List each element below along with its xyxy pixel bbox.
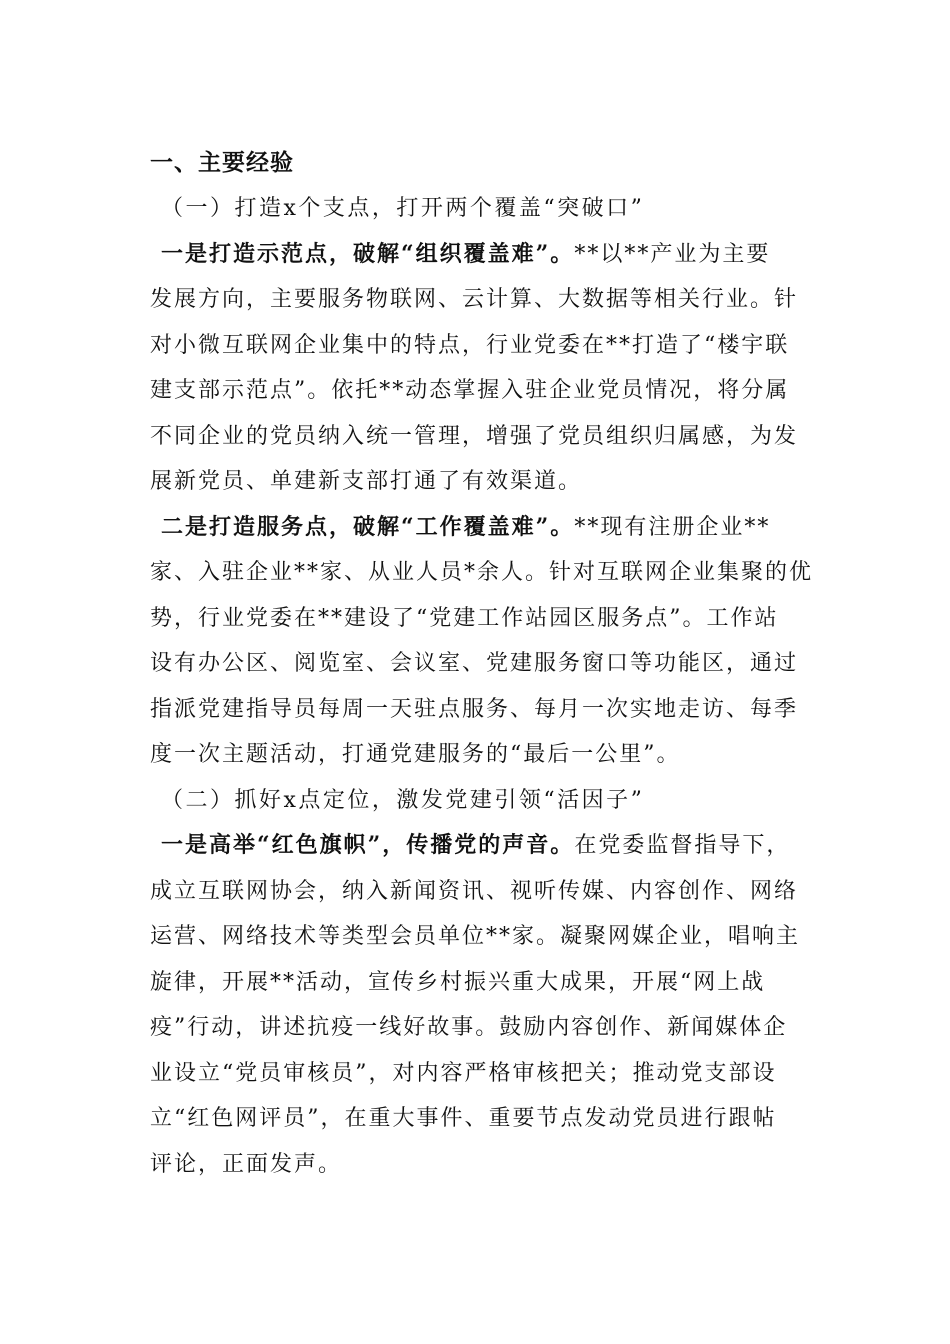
subsection-title-2: （二）抓好x点定位，激发党建引领“活因子” (161, 787, 645, 813)
paragraph-3-line-1 (150, 823, 830, 869)
paragraph-3-line: 评论，正面发声。 (150, 1151, 343, 1177)
paragraph-1-line: 建支部示范点”。依托**动态掌握入驻企业党员情况，将分属 (150, 378, 790, 403)
paragraph-2-first-rest: **现有注册企业** (574, 514, 771, 540)
paragraph-2-line: 设有办公区、阅览室、会议室、党建服务窗口等功能区，通过 (150, 651, 799, 676)
paragraph-2-line: 指派党建指导员每周一天驻点服务、每月一次实地走访、每季 (150, 696, 799, 722)
document-body (150, 140, 830, 1187)
paragraph-2-line: 度一次主题活动，打通党建服务的“最后一公里”。 (150, 742, 681, 767)
paragraph-1-line: 对小微互联网企业集中的特点，行业党委在**打造了“楼宇联 (150, 332, 790, 358)
paragraph-3-line: 成立互联网协会，纳入新闻资讯、视听传媒、内容创作、网络 (150, 878, 799, 904)
paragraph-2-lead: 二是打造服务点，破解“工作覆盖难”。 (161, 513, 575, 540)
section-title: 一、主要经验 (150, 150, 294, 176)
paragraph-3-first-rest: 在党委监督指导下， (574, 833, 791, 858)
paragraph-2-line-1 (150, 505, 830, 551)
paragraph-1-lead: 一是打造示范点，破解“组织覆盖难”。 (161, 240, 575, 267)
paragraph-1-line: 不同企业的党员纳入统一管理，增强了党员组织归属感，为发 (150, 423, 799, 449)
subsection-title-1: （一）打造x个支点，打开两个覆盖“突破口” (161, 196, 645, 221)
paragraph-2-line: 势，行业党委在**建设了“党建工作站园区服务点”。工作站 (150, 605, 779, 631)
paragraph-3-line: 旋律，开展**活动，宣传乡村振兴重大成果，开展“网上战 (150, 969, 766, 995)
paragraph-3-line: 业设立“党员审核员”，对内容严格审核把关；推动党支部设 (150, 1060, 777, 1086)
paragraph-1-line: 发展方向，主要服务物联网、云计算、大数据等相关行业。针 (150, 287, 799, 312)
paragraph-2-line: 家、入驻企业**家、从业人员*余人。针对互联网企业集聚的优 (150, 560, 814, 585)
paragraph-1-line-1 (150, 232, 830, 278)
paragraph-3-line: 立“红色网评员”，在重大事件、重要节点发动党员进行跟帖 (150, 1106, 777, 1131)
paragraph-3-line: 运营、网络技术等类型会员单位**家。凝聚网媒企业，唱响主 (150, 924, 801, 949)
paragraph-1-first-rest: **以**产业为主要 (574, 241, 771, 267)
paragraph-1-line: 展新党员、单建新支部打通了有效渠道。 (150, 469, 583, 494)
paragraph-3-line: 疫”行动，讲述抗疫一线好故事。鼓励内容创作、新闻媒体企 (150, 1015, 788, 1040)
paragraph-3-lead: 一是高举“红色旗帜”，传播党的声音。 (161, 832, 575, 858)
